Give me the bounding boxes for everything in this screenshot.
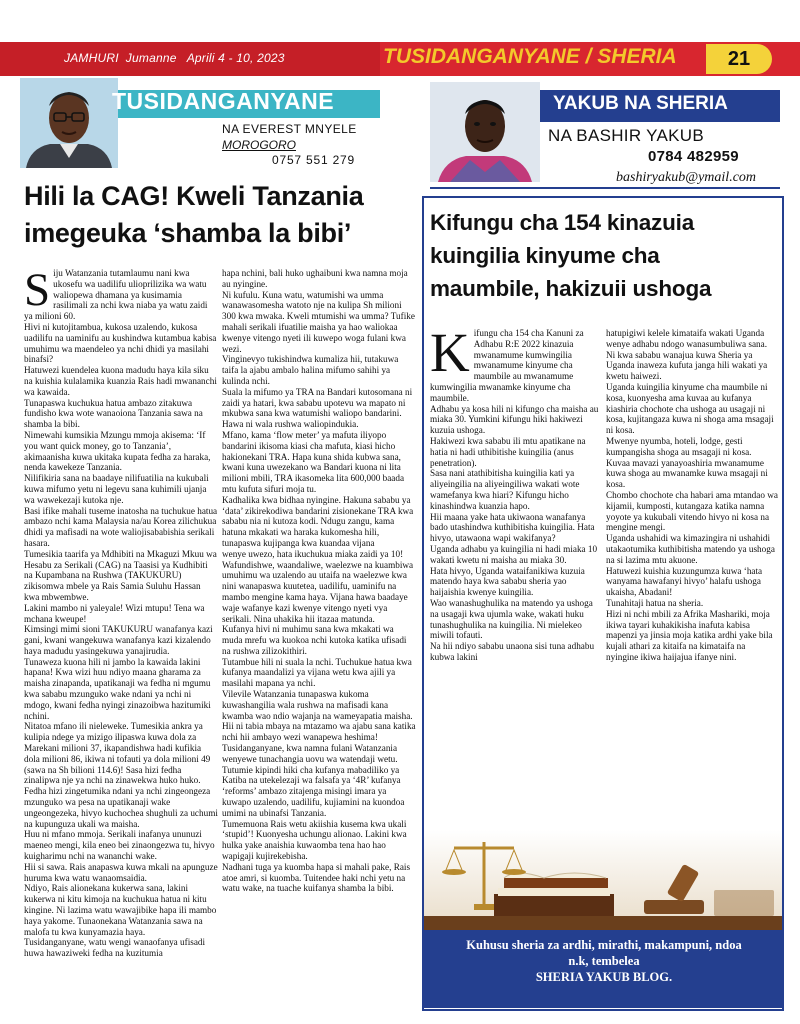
paragraph: hapa nchini, bali huko ughaibuni kwa namna moja au nyingine. <box>222 268 408 289</box>
paragraph: Tunahitaji hatua na sheria. <box>606 597 704 608</box>
paragraph: Adhabu ya kosa hili ni kifungo cha maisha au miaka 30. Yumkini kifungu hiki hakiwezi kuzuia ushoga. <box>430 403 599 436</box>
banner-line: n.k, tembelea <box>568 954 640 968</box>
divider-line <box>430 187 780 189</box>
paragraph: Siju Watanzania tutamlaumu nani kwa ukosefu wa uadilifu ulioprilizika wa watu waliopewa dhamana ya kusimamia rasilimali za nchi kwa niaba ya watu zaidi ya milioni 60. <box>24 268 208 322</box>
paragraph: Nitatoa mfano ili nieleweke. Tumesikia ankra ya kulipia ndege ya mizigo ilipaswa kuwa dola za Marekani milioni 37, ikapandishwa hadi kufikia dola milioni 86, ikiwa ni tofauti ya dola milioni 49 (sawa na Sh bilioni 114.6)! Sasa hizi fedha zinalipwa nje ya nchi na zinawekwa huko huko. Fedha hizi zingetumika ndani ya nchi zingeongeza mzunguko wa pesa na upatikanaji wake ungeongezeka, hivyo kuchochea shughuli za uchumi na kupunguza ukali wa maisha. <box>24 721 218 829</box>
paragraph: Lakini mambo ni yaleyale! Wizi mtupu! Tena wa mchana kweupe! <box>24 602 205 624</box>
headline-line: Kifungu cha 154 kinazuia <box>430 210 695 235</box>
issue-date: JAMHURI Jumanne Aprili 4 - 10, 2023 <box>64 51 285 65</box>
paragraph: Tusidanganyane, kwa namna fulani Watanzania wenyewe tunachangia uovu wa watendaji wetu. <box>222 743 398 764</box>
article1-column-2 <box>222 268 416 1018</box>
headline-line: Hili la CAG! Kweli Tanzania <box>24 181 364 211</box>
paragraph: Tumemuona Rais wetu akiishia kusema kwa ukali ‘stupid’! Kuonyesha uchungu alionao. Lakini kwa hulka yake anaishia kuwaomba tena hao hao wapigaji kujirekebisha. <box>222 818 407 862</box>
paragraph: Kufanya hivi ni muhimu sana kwa mkakati wa muda mrefu wa kuokoa nchi kutoka katika ufisadi na rushwa zilizokithiri. <box>222 624 407 656</box>
headline-line: maumbile, hakizuii ushoga <box>430 276 712 301</box>
paragraph: Hatuwezi kuishia kuzungumza kuwa ‘hata wanyama hawafanyi hivyo’ halafu ushoga ukaisha, Abadani! <box>606 565 763 598</box>
paragraph: Kifungu cha 154 cha Kanuni za Adhabu R:E 2022 kinazuia mwanamume kumwingilia mwanamume kinyume cha maumbile au mwanamume kumwingilia mwanamke kinyume cha maumbile. <box>430 328 584 403</box>
paragraph: Tunaweza kuona hili ni jambo la kawaida lakini hapana! Kwa wizi huu ndiyo maana gharama za maisha zinapanda, upatikanaji wa fedha ni mgumu kwa sababu mzunguko wake ndani ya nchi ni mdogo, kwani fedha nyingi zinazoibwa hazitumiki nchini. <box>24 656 211 721</box>
paragraph: Nilifikiria sana na baadaye nilifuatilia na kukubali kuwa mifumo yetu ni legevu sana kuhimili ujanja wa wawekezaji kutoka nje. <box>24 473 209 505</box>
paragraph: Vilevile Watanzania tunapaswa kukoma kuwashangilia wala rushwa na mafisadi kana kwamba wao ndio wajanja na wameyapatia maisha. Hii ni tabia mbaya na mtazamo wa ajabu sana katika nchi hii ambayo wezi wanapewa heshima! <box>222 689 416 743</box>
paragraph: Ni kufulu. Kuna watu, watumishi wa umma wanawasomesha watoto nje na kulipa Sh milioni 300 kwa mwaka. Kweli mtumishi wa umma? Tufike mahali serikali ifuatilie maisha ya hao waliokaa kwenye vitengo nyeti ili kuwepo woga fulani kwa wezi. <box>222 289 415 354</box>
paragraph: Huu ni mfano mmoja. Serikali inafanya ununuzi maeneo mengi, kila eneo bei zinaongezwa tu, hivyo kuigharimu nchi na wananchi wake. <box>24 829 215 862</box>
paragraph: Nimewahi kumsikia Mzungu mmoja akisema: ‘If you want quick money, go to Tanzania’, akimaanisha kuwa ukitaka kupata fedha za haraka, nenda kawekeze Tanzania. <box>24 429 211 473</box>
paragraph: Hakiwezi kwa sababu ili mtu apatikane na hatia ni hadi uthibitishe kuingilia (anus penetration). <box>430 435 586 468</box>
author-phone: 0757 551 279 <box>272 153 356 167</box>
article2-headline <box>430 206 778 305</box>
author-email[interactable]: bashiryakub@ymail.com <box>616 170 757 185</box>
paragraph: Tusidanganyane, watu wengi wanaofanya ufisadi huwa hawaziweki fedha na kuzitumia <box>24 937 206 959</box>
paragraph: Hivi ni kutojitambua, kukosa uzalendo, kukosa uadilifu na uaminifu au kushindwa kutambua kabisa umuhimu wa maendeleo ya nchi dhidi ya masilahi binafsi? <box>24 321 217 365</box>
article1-headline <box>24 178 414 252</box>
paragraph: Na hii ndiyo sababu unaona sisi tuna adhabu kubwa lakini <box>430 641 595 662</box>
paragraph: Uganda adhabu ya kuingilia ni hadi miaka 10 wakati kwetu ni maisha au miaka 30. <box>430 543 598 565</box>
paragraph: Tunapaswa kuchukua hatua ambazo zitakuwa fundisho kwa wote wanaoiona Tanzania sawa na shamba la bibi. <box>24 397 203 430</box>
paragraph: Suala la mifumo ya TRA na Bandari kutosomana ni zaidi ya hatari, kwa sababu upotevu wa mapato ni mkubwa sana kwa watumishi waliopo bandarini. Hawa ni wala rushwa waliopindukia. <box>222 386 413 430</box>
paragraph: Ni kwa sababu wanajua kuwa Sheria ya Uganda inaweza kufuta janga hili wakati ya kwetu haiwezi. <box>606 349 768 382</box>
paragraph: Kuvaa mavazi yanayoashiria mwanamume kuwa shoga au mwanamke kuwa msagaji ni kosa. <box>606 457 768 490</box>
paragraph: Hii maana yake hata ukiwaona wanafanya bado utashindwa kuthibitisha kuingilia. Hata hivyo, utawaona wapi wakifanya? <box>430 511 595 544</box>
paragraph: Mfano, kama ‘flow meter’ ya mafuta iliyopo bandarini ikisoma kiasi cha mafuta, kiasi hicho hakionekani TRA. Hapa kuna shida kubwa sana, kwani kuna uwezekano wa Bandari kuona ni lita milioni mbili, TRA ikasomeka lita 600,000 baada mtu kufuta sifuri moja tu. <box>222 429 405 494</box>
paragraph: Uganda kuingilia kinyume cha maumbile ni kosa, kuonyesha ama kuvaa au kufanya kiashiria chochote cha ushoga au usagaji ni kosa, kujitangaza kuwa ni shoga ama msagaji ni kosa. <box>606 381 774 436</box>
article2-column-1 <box>430 328 600 828</box>
article2-column-2 <box>606 328 778 828</box>
paragraph: Vinginevyo tukishindwa kumaliza hii, tutakuwa taifa la ajabu ambalo halina mifumo sahihi ya kulinda nchi. <box>222 354 399 386</box>
author-name: NA EVEREST MNYELE <box>222 122 357 136</box>
paragraph: Kimsingi mimi sioni TAKUKURU wanafanya kazi gani, kwani wangekuwa wanafanya kazi kizalendo haya madudu yasingekuwa yanajirudia. <box>24 624 213 656</box>
paragraph: Basi ifike mahali tuseme inatosha na tuchukue hatua ambazo nchi kama Malaysia na/au Korea zilichukua dhidi ya mafisadi na wote waliojisababishia serikali hasara. <box>24 505 218 548</box>
author-location: MOROGORO <box>222 138 296 152</box>
columnist-title-yakub: YAKUB NA SHERIA <box>553 93 728 114</box>
paragraph: wenye uwezo, hata ikuchukua miaka zaidi ya 10! <box>222 548 404 559</box>
section-title: TUSIDANGANYANE / SHERIA <box>383 45 677 68</box>
headline-line: imegeuka ‘shamba la bibi’ <box>24 218 352 248</box>
page-number: 21 <box>706 44 772 74</box>
paragraph: Kadhalika kwa bidhaa nyingine. Hakuna sababu ya ‘data’ zikirekodiwa bandarini zisionekane TRA kwa sababu nia ni kutoza kodi. Ndugu zangu, kama hatuna mkakati wa haraka kukomesha hili, tunapaswa kujipanga kwa kuandaa vijana <box>222 494 414 548</box>
paragraph: Mwenye nyumba, hoteli, lodge, gesti kumpangisha shoga au msagaji ni kosa. <box>606 435 752 457</box>
paragraph: Tumesikia taarifa ya Mdhibiti na Mkaguzi Mkuu wa Hesabu za Serikali (CAG) na Taasisi ya Kudhibiti na Kupambana na Rushwa (TAKUKURU) zikisomwa mbele ya Rais Samia Suluhu Hassan kwa mbwembwe. <box>24 548 217 602</box>
paragraph: hatupigiwi kelele kimataifa wakati Uganda wenye adhabu ndogo wanasumbuliwa sana. <box>606 328 767 349</box>
headline-line: kuingilia kinyume cha <box>430 243 660 268</box>
paragraph: Nadhani tuga ya kuomba hapa si mahali pake, Rais atoe amri, si kuomba. Tuitendee haki nchi yetu na watu wake, na tuache kuifanya shamba la bibi. <box>222 861 411 894</box>
paragraph: Tutumie kipindi hiki cha kufanya mabadiliko ya Katiba na utekelezaji wa falsafa ya ‘4R’ kufanya ‘reforms’ ambazo zitajenga misingi imara ya kuwapo uzalendo, uadilifu, kujiamini na kuondoa umimi na ubinafsi Tanzania. <box>222 764 405 818</box>
columnist-photo-everest <box>20 78 118 168</box>
drop-cap: S <box>24 268 51 316</box>
article1-column-1 <box>24 268 218 1018</box>
paragraph: Hizi ni nchi mbili za Afrika Mashariki, moja ikiwa tayari kuhakikisha inafuta kabisa mapenzi ya jinsia moja katika ardhi yake bila kujali athari za kitaifa na kimataifa na nyingine ikiwa haijajua ifanye nini. <box>606 608 773 662</box>
paragraph: Tutambue hili ni suala la nchi. Tuchukue hatua kwa kufanya maandalizi ya vijana wetu kwa ajili ya masilahi mapana ya nchi. <box>222 656 412 689</box>
author-name-yakub: NA BASHIR YAKUB <box>548 126 704 145</box>
paragraph: Sasa nani atathibitisha kuingilia kati ya aliyeingilia na aliyeingiliwa wakati wote wamefanya kwa hiari? Kifungu hicho kinashindwa kuanzia hapo. <box>430 468 580 511</box>
banner-line: Kuhusu sheria za ardhi, mirathi, makampuni, ndoa <box>466 938 742 952</box>
drop-cap: K <box>430 328 470 383</box>
paragraph: Chombo chochote cha habari ama mtandao wa kijamii, kumposti, kutangaza katika namna yoyote ya kukubali vitendo hivyo ni kosa na mengine mengi. <box>606 489 778 533</box>
columnist-title: TUSIDANGANYANE <box>112 88 335 114</box>
justice-scale-illustration <box>424 830 782 930</box>
paragraph: Ndiyo, Rais alionekana kukerwa sana, lakini kukerwa ni kitu kimoja na kuchukua hatua ni kitu kingine. Ni lazima watu wawajibike hapa ili mambo haya yakome. Tunaonekana Watanzania sawa na malofa tu kwa kunyamazia haya. <box>24 883 217 937</box>
author-phone-yakub: 0784 482959 <box>648 148 739 165</box>
paragraph: Wafundishwe, waandaliwe, waelezwe na kuambiwa umuhimu wa uzalendo au utaifa na waelezwe kwa nini wanapaswa kuutetea, uadilifu, uaminifu na mambo mengine kama haya. Vijana hawa baadaye waje wafanye kazi kwenye vitengo nyeti vya serikali. Nina uhakika hii itazaa matunda. <box>222 559 414 624</box>
paragraph: Hata hivyo, Uganda wataifanikiwa kuzuia matendo haya kwa sababu sheria yao haijaishia kwenye kuingilia. <box>430 565 585 598</box>
paragraph: Hatuwezi kuendelea kuona madudu haya kila siku na kuishia kulalamika kuanzia Rais hadi mwananchi wa kawaida. <box>24 365 217 397</box>
paragraph: Hii si sawa. Rais anapaswa kuwa mkali na apunguze huruma kwa watu wanaomsaidia. <box>24 861 218 883</box>
banner-blog-name[interactable]: SHERIA YAKUB BLOG. <box>535 970 673 984</box>
paragraph: Uganda ushahidi wa kimazingira ni ushahidi utakaotumika kuthibitisha matendo ya ushoga na si lazima mtu akuone. <box>606 533 775 565</box>
columnist-photo-bashir <box>430 82 540 182</box>
paragraph: Wao wanashughulika na matendo ya ushoga na usagaji kwa ujumla wake, wakati huku tunashughulika na kuingilia. Ni mielekeo miwili tofauti. <box>430 597 593 641</box>
